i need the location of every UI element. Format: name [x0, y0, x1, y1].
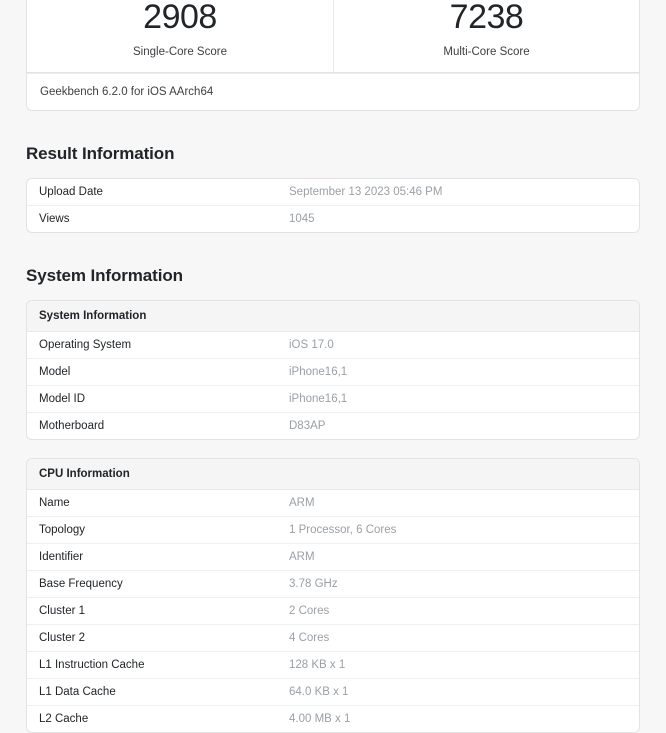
table-row: [27, 679, 639, 706]
result-information-title: Result Information: [26, 144, 175, 163]
row-key: L1 Data Cache: [39, 686, 116, 698]
table-row: [27, 706, 639, 732]
result-information-card: [26, 178, 640, 233]
table-row: [27, 517, 639, 544]
row-value: iOS 17.0: [289, 339, 334, 351]
row-key: Cluster 1: [39, 605, 86, 617]
multi-core-score-label: Multi-Core Score: [443, 46, 530, 58]
table-row: [27, 490, 639, 517]
table-row: [27, 386, 639, 413]
table-row: [27, 332, 639, 359]
row-key: Motherboard: [39, 420, 105, 432]
row-value: ARM: [289, 497, 315, 509]
table-row: [27, 571, 639, 598]
score-summary: [26, 0, 640, 73]
row-value: 3.78 GHz: [289, 578, 338, 590]
table-row: [27, 206, 639, 232]
multi-core-score-cell: [333, 0, 639, 72]
table-row: [27, 359, 639, 386]
row-value: ARM: [289, 551, 315, 563]
row-value: 4 Cores: [289, 632, 330, 644]
table-row: [27, 413, 639, 439]
row-value: September 13 2023 05:46 PM: [289, 186, 443, 198]
row-value: D83AP: [289, 420, 326, 432]
row-key: Views: [39, 213, 70, 225]
card-header: CPU Information: [27, 459, 639, 490]
row-key: L1 Instruction Cache: [39, 659, 145, 671]
single-core-score-value: 2908: [143, 0, 217, 36]
row-key: Operating System: [39, 339, 132, 351]
row-key: Cluster 2: [39, 632, 86, 644]
row-key: Topology: [39, 524, 86, 536]
table-row: [27, 179, 639, 206]
single-core-score-cell: [27, 0, 333, 72]
card-header: System Information: [27, 301, 639, 332]
multi-core-score-value: 7238: [449, 0, 524, 36]
row-value: 1 Processor, 6 Cores: [289, 524, 397, 536]
row-value: 128 KB x 1: [289, 659, 346, 671]
single-core-score-label: Single-Core Score: [133, 46, 227, 58]
table-row: [27, 544, 639, 571]
benchmark-version-footer: Geekbench 6.2.0 for iOS AArch64: [26, 73, 640, 111]
row-key: Base Frequency: [39, 578, 123, 590]
table-row: [27, 598, 639, 625]
row-key: Model ID: [39, 393, 86, 405]
row-value: iPhone16,1: [289, 393, 348, 405]
row-value: 2 Cores: [289, 605, 330, 617]
row-value: 1045: [289, 213, 315, 225]
table-row: [27, 625, 639, 652]
row-key: Identifier: [39, 551, 84, 563]
row-key: Name: [39, 497, 70, 509]
row-value: 4.00 MB x 1: [289, 713, 351, 725]
row-value: 64.0 KB x 1: [289, 686, 349, 698]
row-key: L2 Cache: [39, 713, 89, 725]
row-key: Upload Date: [39, 186, 103, 198]
system-information-title: System Information: [26, 266, 183, 285]
row-value: iPhone16,1: [289, 366, 348, 378]
cpu-information-card: [26, 458, 640, 733]
row-key: Model: [39, 366, 71, 378]
system-information-card: [26, 300, 640, 440]
